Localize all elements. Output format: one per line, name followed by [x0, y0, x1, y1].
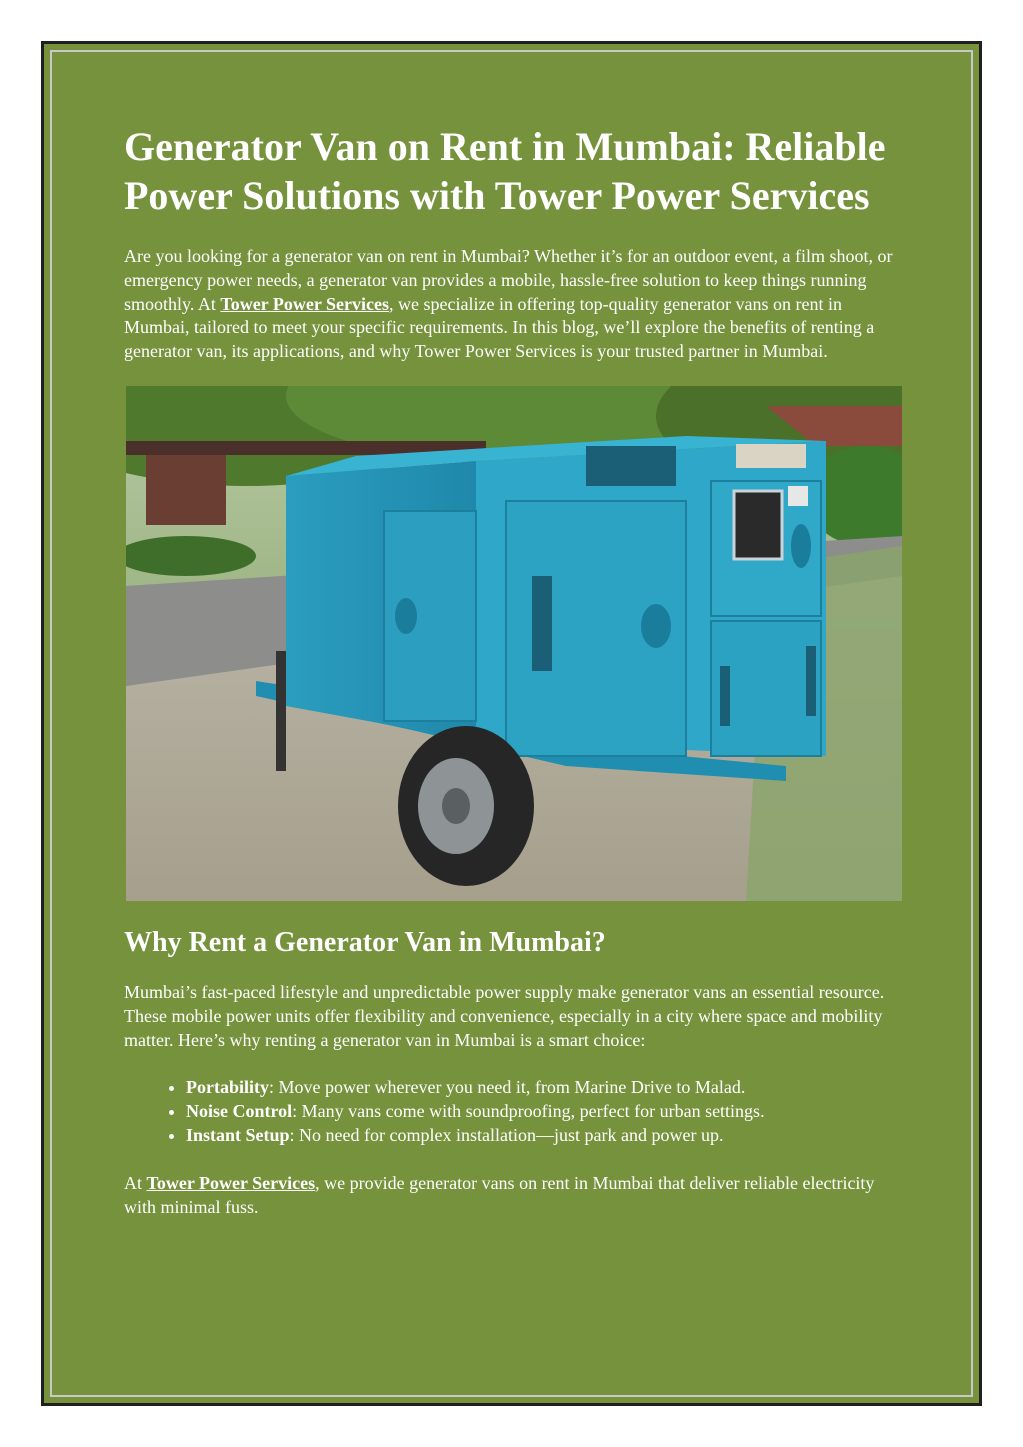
list-item: [186, 1100, 904, 1124]
list-item-text: : Many vans come with soundproofing, perfect for urban settings.: [292, 1101, 765, 1122]
why-paragraph: Mumbai’s fast-paced lifestyle and unpredictable power supply make generator vans an essential resource. These mobile power units offer flexibility and convenience, especially in a city where space and mobility matter. Here’s why renting a generator van in Mumbai is a smart choice:: [124, 981, 885, 1050]
section-heading: Why Rent a Generator Van in Mumbai?: [124, 926, 606, 958]
list-item: [186, 1076, 904, 1100]
article: [124, 122, 904, 1219]
tower-power-services-link[interactable]: Tower Power Services: [220, 293, 389, 314]
closing-text-end: , we provide generator vans on rent in Mumbai that deliver reliable electricity with minimal fuss.: [124, 1172, 875, 1217]
list-item: [186, 1124, 904, 1148]
closing-text-start: At: [124, 1172, 147, 1193]
generator-van-photo: [126, 386, 902, 901]
intro-text-end: , we specialize in offering top-quality generator vans on rent in Mumbai, tailored to meet your specific requirements. In this blog, we’ll explore the benefits of renting a generator van, its applications, and why Tower Power Services is your trusted partner in Mumbai.: [124, 293, 875, 362]
list-item-term: Instant Setup: [186, 1124, 290, 1145]
list-item-term: Portability: [186, 1077, 269, 1098]
benefits-list: [124, 1076, 904, 1147]
closing-paragraph: [124, 1172, 904, 1220]
article-title: Generator Van on Rent in Mumbai: Reliable Power Solutions with Tower Power Services: [124, 124, 886, 218]
list-item-text: : Move power wherever you need it, from Marine Drive to Malad.: [269, 1077, 746, 1098]
list-item-text: : No need for complex installation—just park and power up.: [289, 1124, 724, 1145]
tower-power-services-link[interactable]: Tower Power Services: [146, 1172, 316, 1193]
intro-paragraph: [124, 245, 904, 364]
intro-text-start: Are you looking for a generator van on rent in Mumbai? Whether it’s for an outdoor event, a film shoot, or emergency power needs, a generator van provides a mobile, hassle-free solution to keep things running smoothly. At: [124, 246, 893, 314]
list-item-term: Noise Control: [186, 1101, 293, 1122]
